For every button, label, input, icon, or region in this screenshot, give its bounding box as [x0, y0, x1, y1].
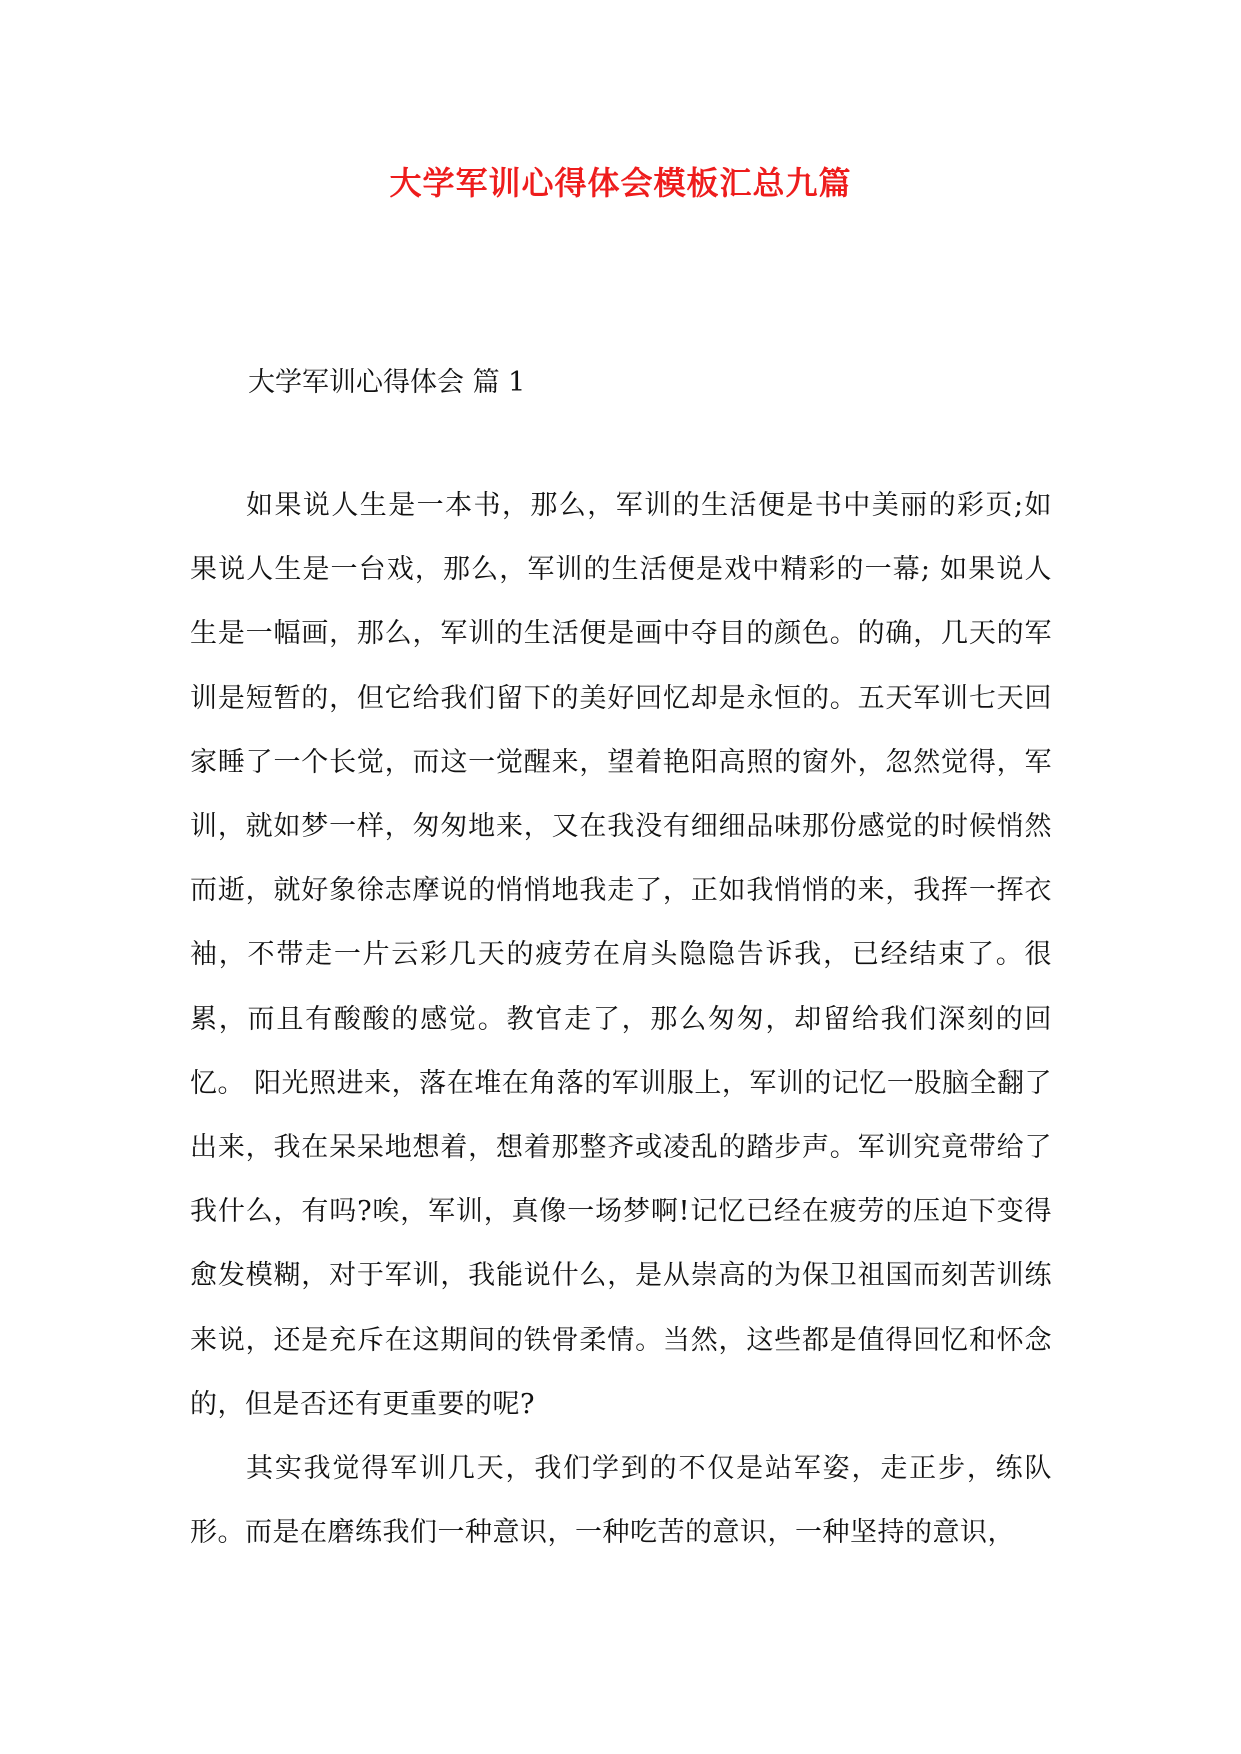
paragraph-1: 如果说人生是一本书，那么，军训的生活便是书中美丽的彩页;如果说人生是一台戏，那么，军训的生活便是戏中精彩的一幕; 如果说人生是一幅画，那么，军训的生活便是画中夺目的颜色。的确，几天的军训是短暂的，但它给我们留下的美好回忆却是永恒的。五天军训七天回家睡了一个长觉，而这一觉醒来，望着艳阳高照的窗外，忽然觉得，军训，就如梦一样，匆匆地来，又在我没有细细品味那份感觉的时候悄然而逝，就好象徐志摩说的悄悄地我走了，正如我悄悄的来，我挥一挥衣袖，不带走一片云彩几天的疲劳在肩头隐隐告诉我，已经结束了。很累，而且有酸酸的感觉。教官走了，那么匆匆，却留给我们深刻的回忆。 阳光照进来，落在堆在角落的军训服上，军训的记忆一股脑全翻了出来，我在呆呆地想着，想着那整齐或凌乱的踏步声。军训究竟带给了我什么，有吗?唉，军训，真像一场梦啊!记忆已经在疲劳的压迫下变得愈发模糊，对于军训，我能说什么，是从崇高的为保卫祖国而刻苦训练来说，还是充斥在这期间的铁骨柔情。当然，这些都是值得回忆和怀念的，但是否还有更重要的呢?	[190, 490, 1052, 1420]
section-heading: 大学军训心得体会 篇 1	[248, 367, 526, 398]
document-title: 大学军训心得体会模板汇总九篇	[389, 164, 852, 202]
paragraph-2: 其实我觉得军训几天，我们学到的不仅是站军姿，走正步，练队形。而是在磨练我们一种意识，一种吃苦的意识，一种坚持的意识，	[190, 1453, 1052, 1549]
body-text	[190, 474, 1052, 1565]
